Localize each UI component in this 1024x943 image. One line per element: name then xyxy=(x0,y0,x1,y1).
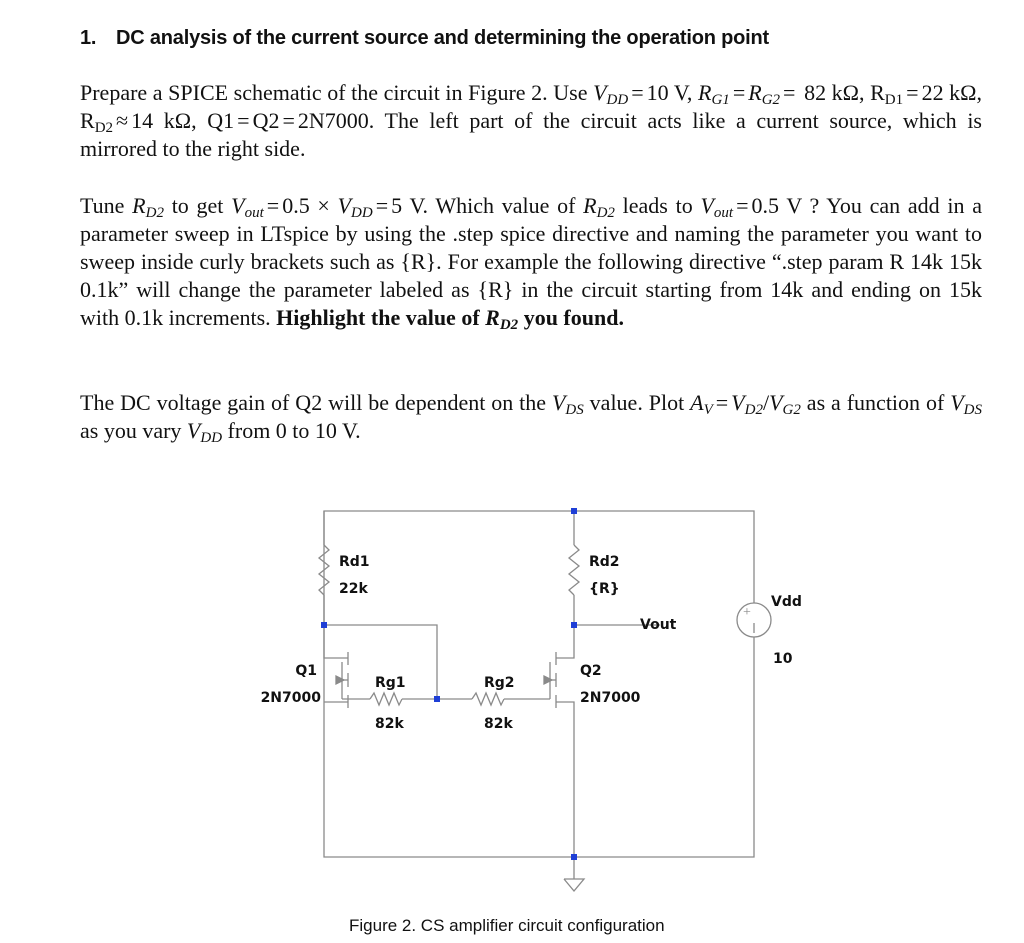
p2-eq-1: = xyxy=(266,193,280,218)
p1-model: 2N7000 xyxy=(297,108,369,133)
p1-rg2-sub: G2 xyxy=(761,92,781,108)
p3-text-4: as you vary xyxy=(80,418,187,443)
rg2-name-label: Rg2 xyxy=(484,675,515,691)
p2-bold-sub: D2 xyxy=(499,317,519,333)
p3-vds-symbol: V xyxy=(551,390,566,415)
paragraph-setup xyxy=(80,79,982,163)
vdd-value-label: 10 xyxy=(773,651,793,667)
p2-r2-symbol: R xyxy=(583,193,597,218)
p3-vdd-sub: DD xyxy=(200,430,223,446)
p1-rg2-symbol: R xyxy=(748,80,762,105)
ground-symbol xyxy=(564,879,584,891)
p3-text-2: value. Plot xyxy=(583,390,691,415)
schematic-wires xyxy=(324,511,754,879)
rd1-name-label: Rd1 xyxy=(339,554,370,570)
vdd-plus-sign: + xyxy=(743,605,751,620)
resistor-rg1 xyxy=(370,693,402,705)
p2-text-2: to get xyxy=(163,193,232,218)
p1-text-2: . The left part of the circuit acts like a current source, which is mirrored to the right side. xyxy=(80,108,982,161)
p1-vdd-sub: DD xyxy=(606,92,629,108)
p2-bold-text-2: you found. xyxy=(518,305,624,330)
resistor-rd2 xyxy=(569,545,579,595)
p1-vdd-symbol: V xyxy=(593,80,607,105)
p1-rd2-value: 14 kΩ, Q1 xyxy=(131,108,235,133)
p2-highlight xyxy=(276,305,624,333)
p2-text-3: 0.5 × xyxy=(282,193,338,218)
p2-text-5: leads to xyxy=(614,193,701,218)
p2-bold-symbol: R xyxy=(485,305,500,330)
p2-text-4: 5 V. Which value of xyxy=(391,193,584,218)
p2-text-1: Tune xyxy=(80,193,133,218)
p1-eq-5: = xyxy=(237,108,250,133)
p2-r-sub: D2 xyxy=(145,205,164,221)
figure-caption: Figure 2. CS amplifier circuit configuration xyxy=(349,916,665,935)
q1-name-label: Q1 xyxy=(295,663,317,679)
wire-q1-drain xyxy=(324,625,348,658)
p1-rd1-value: 22 kΩ, R xyxy=(80,80,983,133)
p1-rg1-sub: G1 xyxy=(711,92,730,108)
p2-r2-sub: D2 xyxy=(596,205,615,221)
p1-approx: ≈ xyxy=(116,108,129,133)
p1-eq-2: = xyxy=(732,80,746,105)
node-top xyxy=(571,508,577,514)
p3-vds2-symbol: V xyxy=(950,390,964,415)
p2-text-6: 0.5 V ? You can add in a parameter sweep in LTspice by using the .step spice directive and naming the parameter you want to sweep inside curly brackets such as {R}. For example the following directive “.step param R 14k 15k 0.1k” will change the parameter labeled as {R} in the circuit starting from 14k and ending on 15k with 0.1k increments. xyxy=(80,193,982,330)
node-rd2-bottom xyxy=(571,622,577,628)
p2-vdd-symbol: V xyxy=(337,193,352,218)
circuit-schematic xyxy=(250,495,802,905)
vout-label: Vout xyxy=(640,617,677,633)
p1-rg-value: 82 kΩ, R xyxy=(804,80,885,105)
p2-vout2-sub: out xyxy=(713,205,734,221)
p3-av-sub: V xyxy=(703,402,713,418)
p2-vdd-sub: DD xyxy=(351,205,373,221)
p3-text-3: as a function of xyxy=(800,390,951,415)
p3-vds2-sub: DS xyxy=(963,402,983,418)
node-gate xyxy=(434,696,440,702)
p3-av-symbol: A xyxy=(690,390,704,415)
p1-rd2-sub: D2 xyxy=(94,120,114,136)
p2-bold-text-1: Highlight the value of xyxy=(276,305,486,330)
q1-model-label: 2N7000 xyxy=(260,690,321,706)
p2-vout-symbol: V xyxy=(231,193,245,218)
rg1-name-label: Rg1 xyxy=(375,675,406,691)
paragraph-gain xyxy=(80,389,982,445)
p3-text-5: from 0 to 10 V. xyxy=(222,418,361,443)
p2-vout-sub: out xyxy=(244,205,264,221)
p2-vout2-symbol: V xyxy=(700,193,714,218)
rg1-value-label: 82k xyxy=(375,716,404,732)
p1-eq-6: = xyxy=(282,108,295,133)
p1-rd1-sub: D1 xyxy=(884,92,904,108)
p1-q2: Q2 xyxy=(252,108,280,133)
schematic-labels xyxy=(261,554,802,732)
p3-vds-sub: DS xyxy=(565,402,584,418)
rg2-value-label: 82k xyxy=(484,716,513,732)
p2-eq-2: = xyxy=(375,193,389,218)
p1-eq-1: = xyxy=(631,80,644,105)
p1-eq-3: = xyxy=(783,80,796,105)
p1-vdd-value: 10 V, xyxy=(646,80,693,105)
p1-eq-4: = xyxy=(906,80,919,105)
q2-model-label: 2N7000 xyxy=(580,690,641,706)
wire-q2-source xyxy=(556,702,574,857)
rd1-value-label: 22k xyxy=(339,581,368,597)
resistor-rg2 xyxy=(472,693,504,705)
p1-rg1-symbol: R xyxy=(698,80,712,105)
section-heading xyxy=(80,27,769,50)
p3-vd2-symbol: V xyxy=(731,390,745,415)
p3-text-1: The DC voltage gain of Q2 will be dependent on the xyxy=(80,390,552,415)
rd2-value-label: {R} xyxy=(589,581,620,597)
node-rd1-bottom xyxy=(321,622,327,628)
paragraph-tuning xyxy=(80,192,982,332)
p3-eq: = xyxy=(715,390,729,415)
p2-r-symbol: R xyxy=(132,193,146,218)
p2-eq-3: = xyxy=(736,193,749,218)
rd2-name-label: Rd2 xyxy=(589,554,620,570)
section-title: DC analysis of the current source and determining the operation point xyxy=(116,27,769,49)
p3-vd2-sub: D2 xyxy=(744,402,763,418)
p3-slash: / xyxy=(762,390,770,415)
p3-vdd-symbol: V xyxy=(186,418,201,443)
p1-text-1: Prepare a SPICE schematic of the circuit in Figure 2. Use xyxy=(80,80,594,105)
q2-name-label: Q2 xyxy=(580,663,602,679)
vdd-name-label: Vdd xyxy=(771,594,802,610)
node-ground xyxy=(571,854,577,860)
p3-vg2-sub: G2 xyxy=(782,402,801,418)
p3-vg2-symbol: V xyxy=(769,390,783,415)
section-number: 1. xyxy=(80,27,97,49)
wire-q2-drain xyxy=(556,625,574,658)
